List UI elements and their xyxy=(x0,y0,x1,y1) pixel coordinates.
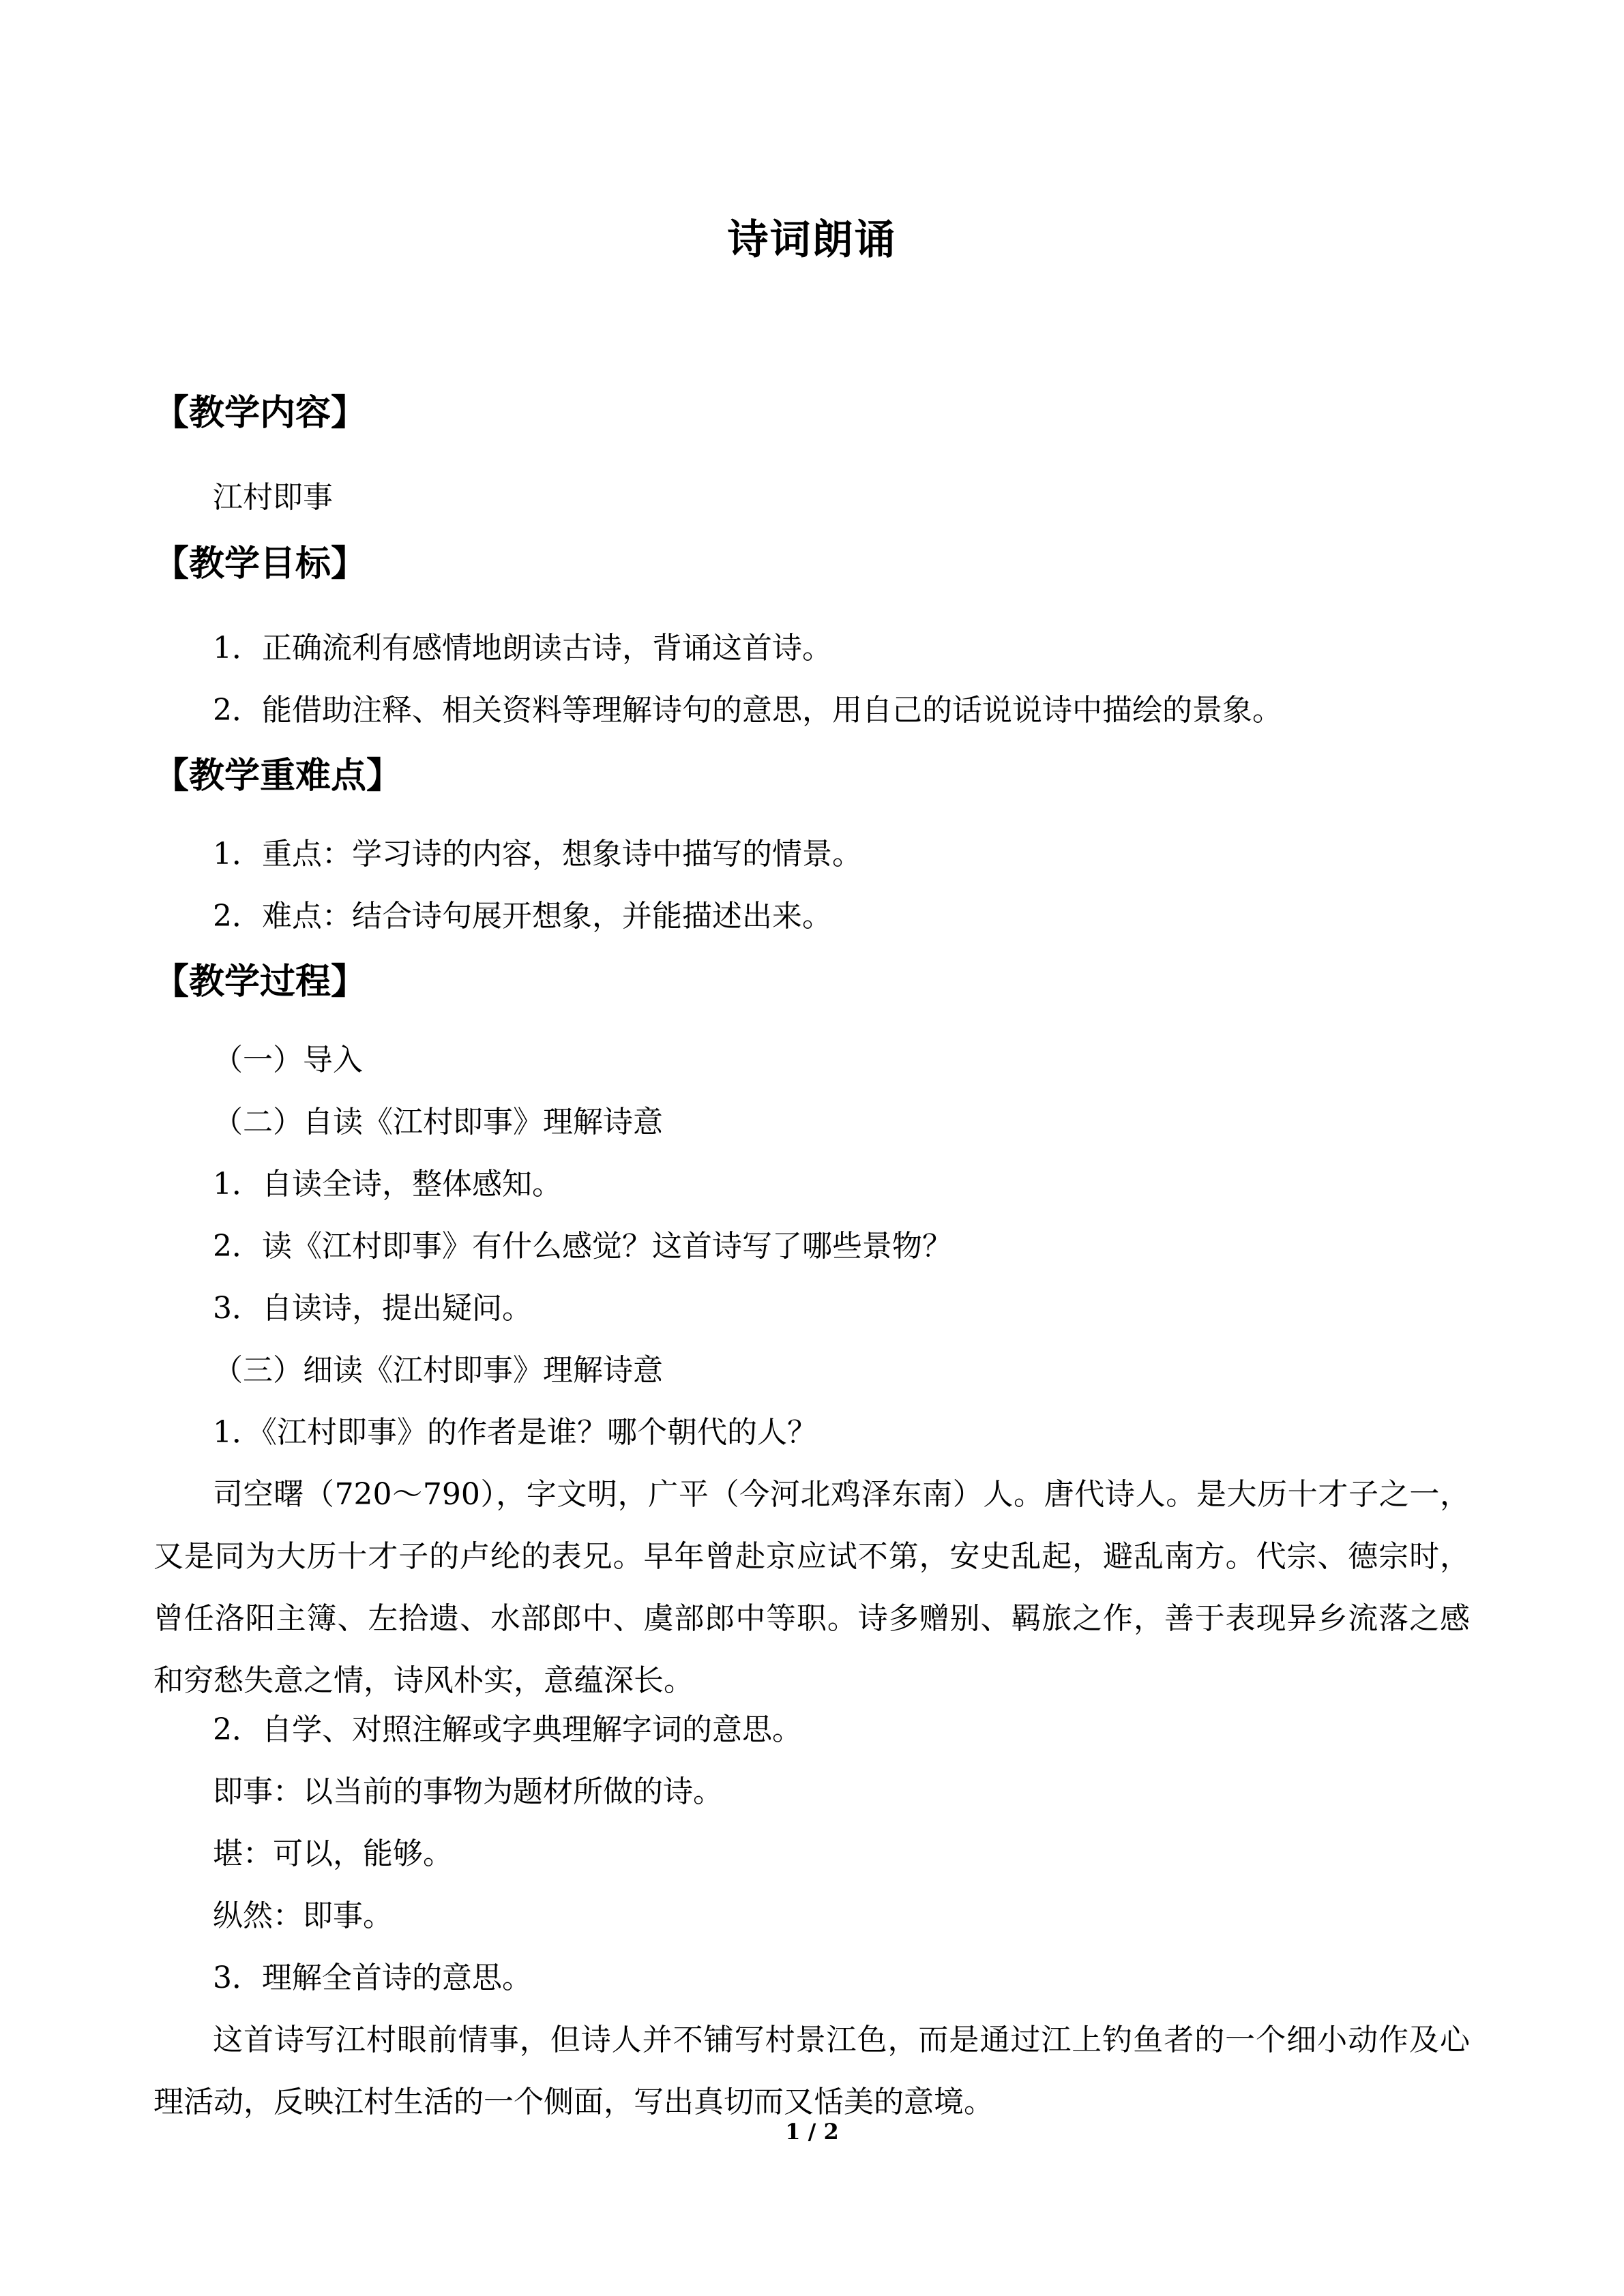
process-line-8: 2．自学、对照注解或字典理解字词的意思。 xyxy=(213,1712,802,1747)
process-line-4: 2．读《江村即事》有什么感觉？这首诗写了哪些景物？ xyxy=(213,1229,952,1264)
process-line-2: （二）自读《江村即事》理解诗意 xyxy=(213,1105,663,1139)
page-number: 1 / 2 xyxy=(785,2119,839,2145)
author-paragraph: 司空曙（720～790），字文明，广平（今河北鸡泽东南）人。唐代诗人。是大历十才子之一，又是同为大历十才子的卢纶的表兄。早年曾赴京应试不第，安史乱起，避乱南方。代宗、德宗时，曾任洛阳主簿、左拾遗、水部郎中、虞部郎中等职。诗多赠别、羁旅之作，善于表现异乡流落之感和穷愁失意之情，诗风朴实，意蕴深长。 xyxy=(153,1477,1470,1698)
process-line-5: 3．自读诗，提出疑问。 xyxy=(213,1291,532,1326)
process-line-10: 堪：可以，能够。 xyxy=(213,1836,453,1871)
heading-teaching-process: 【教学过程】 xyxy=(153,961,367,1002)
process-line-12: 3．理解全首诗的意思。 xyxy=(213,1960,532,1995)
content-text: 江村即事 xyxy=(213,480,333,515)
heading-teaching-content: 【教学内容】 xyxy=(153,393,367,434)
process-line-3: 1．自读全诗，整体感知。 xyxy=(213,1167,562,1202)
process-line-11: 纵然：即事。 xyxy=(213,1898,393,1933)
key-point-item-2: 2．难点：结合诗句展开想象，并能描述出来。 xyxy=(213,899,832,934)
process-line-7: 1．《江村即事》的作者是谁？哪个朝代的人？ xyxy=(213,1415,817,1450)
key-point-item-1: 1．重点：学习诗的内容，想象诗中描写的情景。 xyxy=(213,837,862,871)
goal-item-2: 2．能借助注释、相关资料等理解诗句的意思，用自己的话说说诗中描绘的景象。 xyxy=(213,693,1282,728)
meaning-paragraph: 这首诗写江村眼前情事，但诗人并不铺写村景江色，而是通过江上钓鱼者的一个细小动作及心理活动，反映江村生活的一个侧面，写出真切而又恬美的意境。 xyxy=(153,2023,1470,2119)
page-title: 诗词朗诵 xyxy=(727,216,897,264)
heading-key-points: 【教学重难点】 xyxy=(153,756,402,796)
process-line-9: 即事：以当前的事物为题材所做的诗。 xyxy=(213,1774,723,1809)
process-line-6: （三）细读《江村即事》理解诗意 xyxy=(213,1353,663,1388)
heading-teaching-goals: 【教学目标】 xyxy=(153,543,367,584)
process-line-1: （一）导入 xyxy=(213,1043,363,1077)
goal-item-1: 1．正确流利有感情地朗读古诗，背诵这首诗。 xyxy=(213,631,832,666)
